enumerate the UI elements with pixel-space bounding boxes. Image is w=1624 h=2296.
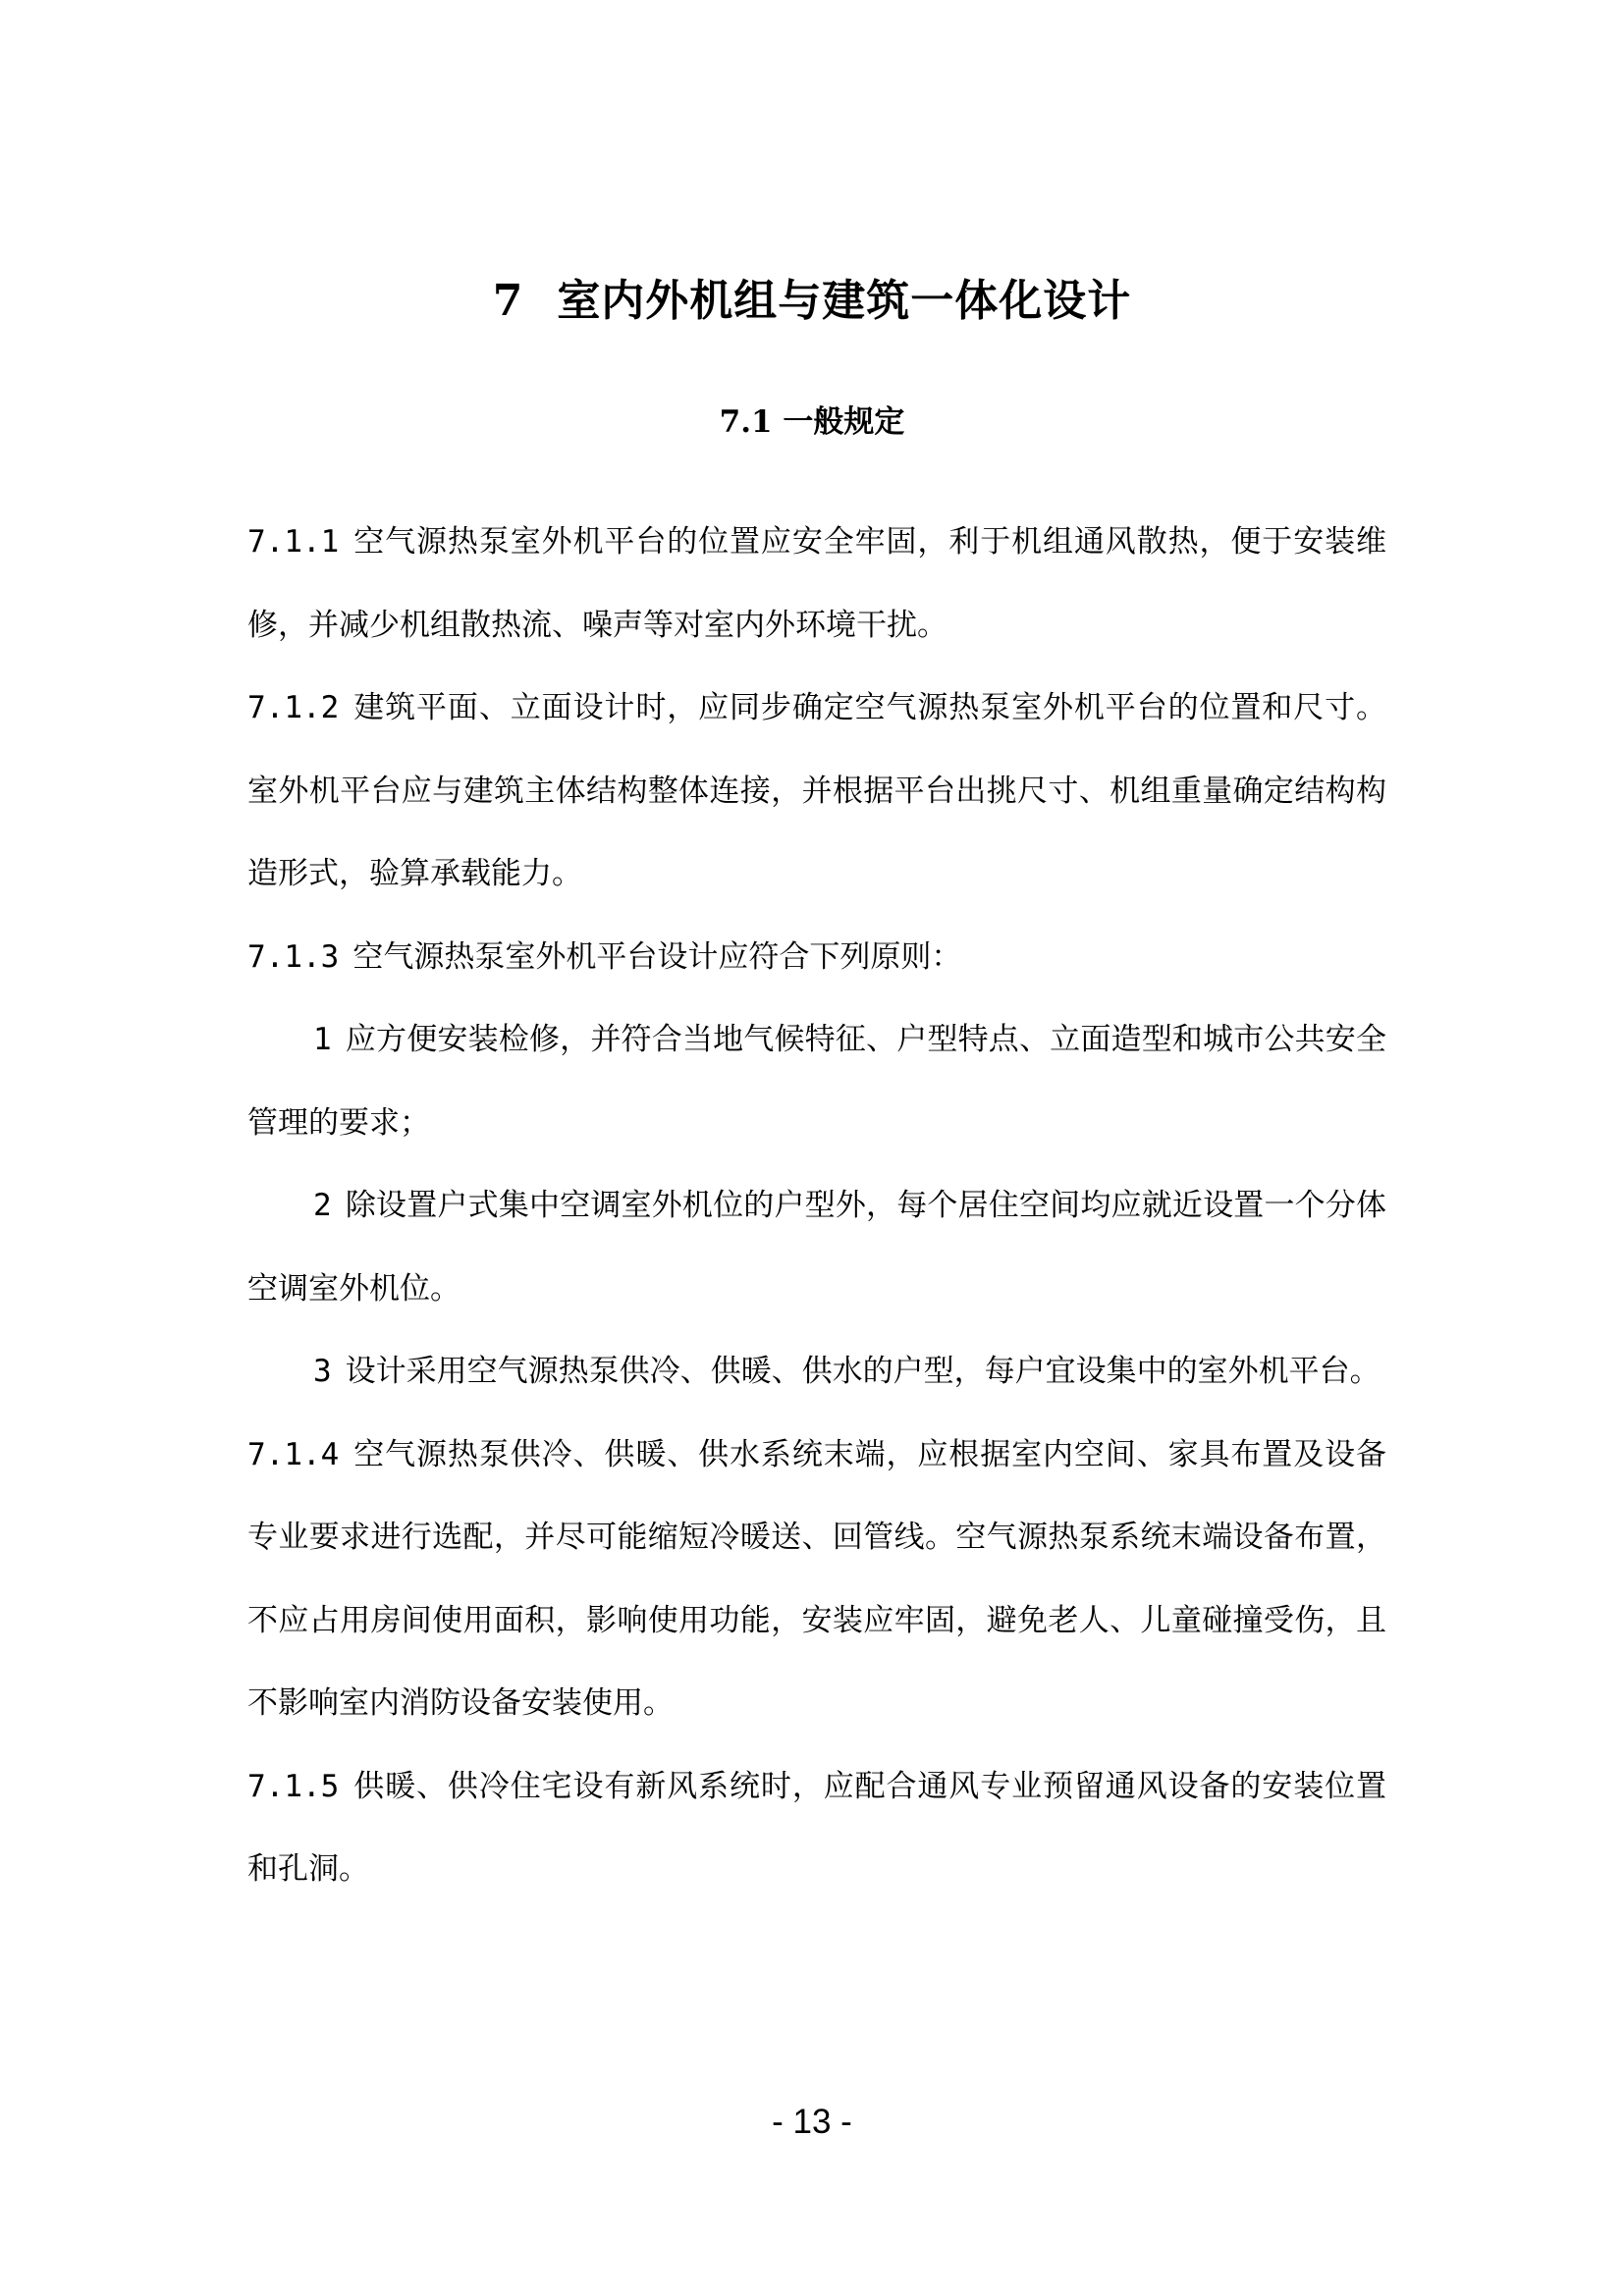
clause-number: 7.1.1 xyxy=(247,524,340,560)
item-text: 应方便安装检修，并符合当地气候特征、户型特点、立面造型和城市公共安全管理的要求； xyxy=(247,1022,1386,1141)
item-text: 设计采用空气源热泵供冷、供暖、供水的户型，每户宜设集中的室外机平台。 xyxy=(345,1354,1380,1389)
clause-number: 7.1.5 xyxy=(247,1768,340,1804)
chapter-title-text: 室内外机组与建筑一体化设计 xyxy=(557,276,1132,326)
list-item-3 xyxy=(247,1330,1386,1414)
clause-text: 建筑平面、立面设计时，应同步确定空气源热泵室外机平台的位置和尺寸。室外机平台应与建筑主体结构整体连接，并根据平台出挑尺寸、机组重量确定结构构造形式，验算承载能力。 xyxy=(247,690,1386,891)
item-number: 2 xyxy=(313,1188,332,1223)
body-text xyxy=(247,501,1386,1911)
item-text: 除设置户式集中空调室外机位的户型外，每个居住空间均应就近设置一个分体空调室外机位。 xyxy=(247,1188,1386,1307)
section-title: 7.1 一般规定 xyxy=(719,404,905,440)
clause-7-1-2 xyxy=(247,667,1386,916)
clause-number: 7.1.4 xyxy=(247,1436,340,1472)
clause-7-1-4 xyxy=(247,1414,1386,1745)
list-item-2 xyxy=(247,1164,1386,1330)
item-number: 1 xyxy=(313,1022,332,1057)
clause-number: 7.1.3 xyxy=(247,938,340,975)
clause-7-1-1 xyxy=(247,501,1386,667)
clause-number: 7.1.2 xyxy=(247,690,340,725)
page-number: - 13 - xyxy=(772,2103,852,2141)
list-item-1 xyxy=(247,998,1386,1164)
clause-text: 空气源热泵室外机平台设计应符合下列原则： xyxy=(352,938,962,975)
chapter-number: 7 xyxy=(492,276,524,326)
clause-text: 空气源热泵室外机平台的位置应安全牢固，利于机组通风散热，便于安装维修，并减少机组散热流、噪声等对室内外环境干扰。 xyxy=(247,524,1386,643)
item-number: 3 xyxy=(313,1354,332,1389)
clause-text: 空气源热泵供冷、供暖、供水系统末端，应根据室内空间、家具布置及设备专业要求进行选配，并尽可能缩短冷暖送、回管线。空气源热泵系统末端设备布置，不应占用房间使用面积，影响使用功能，安装应牢固，避免老人、儿童碰撞受伤，且不影响室内消防设备安装使用。 xyxy=(247,1436,1386,1721)
clause-7-1-5 xyxy=(247,1745,1386,1911)
clause-7-1-3 xyxy=(247,916,1386,999)
chapter-title xyxy=(0,265,1624,328)
clause-text: 供暖、供冷住宅设有新风系统时，应配合通风专业预留通风设备的安装位置和孔洞。 xyxy=(247,1768,1386,1887)
